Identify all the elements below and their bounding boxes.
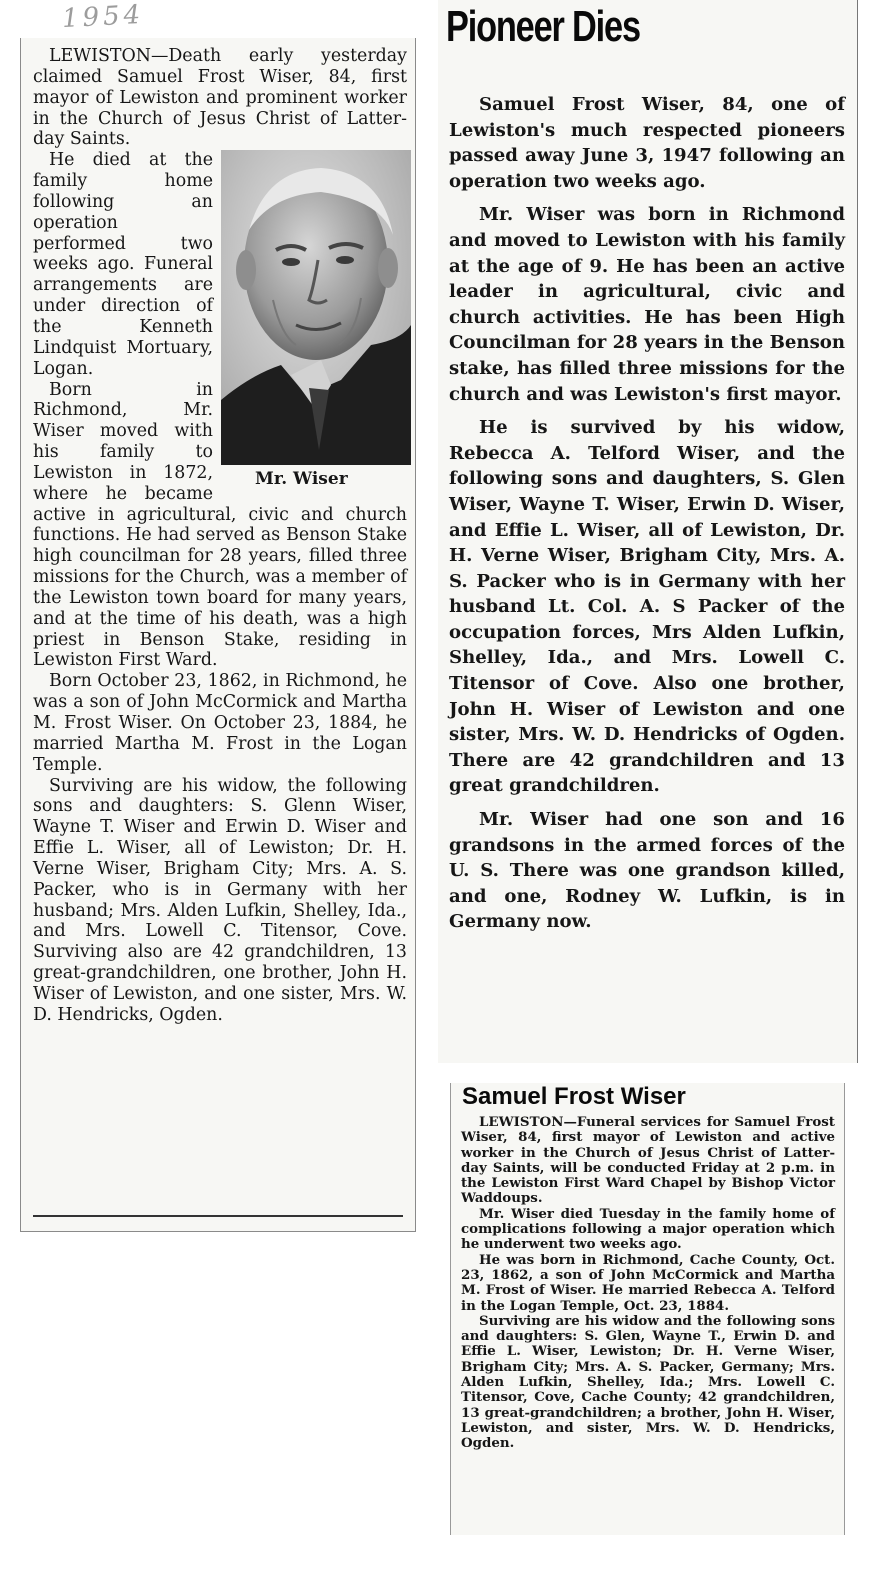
left-paragraph-3: Born in Richmond, Mr. Wiser moved with his family to Lewiston in 1872, where he became active in agricultural, civic and church functions. He had served as Benson Stake high councilman for 28 years, filled three missions for the Church, was a member of the Lewiston town board for many years, and at the time of his death, was a high priest in Benson Stake, residing in Lewiston First Ward. <box>33 379 407 671</box>
handwritten-year-note: 1954 <box>61 0 145 35</box>
portrait-photo <box>221 150 411 465</box>
photo-caption: Mr. Wiser <box>255 469 348 490</box>
bottom-paragraph-4: Surviving are his widow and the following sons and daughters: S. Glen, Wayne T., Erwin D. and Effie L. Wiser, Lewiston; Dr. H. Verne Wiser, Brigham City; Mrs. A. S. Packer, Germany; Mrs. Alden Lufkin, Shelley, Ida.; Mrs. Lowell C. Titensor, Cove, Cache County; 42 grandchildren, 13 great-grandchildren; a brother, John H. Wiser, Lewiston, and sister, Mrs. W. D. Hendricks, Ogden. <box>461 1312 835 1452</box>
left-obituary-clipping <box>20 38 416 1232</box>
right-paragraph-4: Mr. Wiser had one son and 16 grandsons in the armed forces of the U. S. There was one grandson killed, and one, Rodney W. Lufkin, is in Germany now. <box>449 809 845 933</box>
bottom-paragraph-2: Mr. Wiser died Tuesday in the family home of complications following a major operation which he underwent two weeks ago. <box>461 1205 835 1253</box>
right-paragraph-2: Mr. Wiser was born in Richmond and moved to Lewiston with his family at the age of 9. He has been an active leader in agricultural, civic and church activities. He has been High Councilman for 28 years in the Benson stake, has filled three missions for the church and was Lewiston's first mayor. <box>449 204 845 405</box>
right-paragraph-1: Samuel Frost Wiser, 84, one of Lewiston's much respected pioneers passed away June 3, 1947 following an operation two weeks ago. <box>449 94 845 192</box>
pioneer-dies-text <box>449 92 845 943</box>
bottom-paragraph-1: LEWISTON—Funeral services for Samuel Frost Wiser, 84, first mayor of Lewiston and active worker in the Church of Jesus Christ of Latter-day Saints, will be conducted Friday at 2 p.m. in the Lewiston First Ward Chapel by Bishop Victor Waddoups. <box>461 1114 835 1207</box>
left-obituary-text <box>33 46 407 1026</box>
portrait-image <box>221 150 411 465</box>
funeral-notice-clipping <box>450 1083 845 1535</box>
headline-samuel-frost-wiser: Samuel Frost Wiser <box>462 1083 686 1110</box>
bottom-paragraph-3: He was born in Richmond, Cache County, Oct. 23, 1862, a son of John McCormick and Martha M. Frost of Wiser. He married Rebecca A. Telford in the Logan Temple, Oct. 23, 1884. <box>461 1251 835 1314</box>
end-rule <box>33 1215 403 1217</box>
left-paragraph-4: Born October 23, 1862, in Richmond, he was a son of John McCormick and Martha M. Frost Wiser. On October 23, 1884, he married Martha M. Frost in the Logan Temple. <box>33 671 407 775</box>
funeral-notice-text <box>461 1115 835 1452</box>
headline-pioneer-dies: Pioneer Dies <box>446 2 640 51</box>
left-paragraph-5: Surviving are his widow, the following sons and daughters: S. Glenn Wiser, Wayne T. Wiser and Erwin D. Wiser and Effie L. Wiser, all of Lewiston; Dr. H. Verne Wiser, Brigham City; Mrs. A. S. Packer, who is in Germany with her husband; Mrs. Alden Lufkin, Shelley, Ida., and Mrs. Lowell C. Titensor, Cove. Surviving also are 42 grandchildren, 13 great-grandchildren, one brother, John H. Wiser of Lewiston, and one sister, Mrs. W. D. Hendricks, Ogden. <box>33 775 407 1025</box>
left-paragraph-2: He died at the family home following an operation performed two weeks ago. Funeral arrangements are under direction of the Kenneth Lindquist Mortuary, Logan. <box>33 150 213 379</box>
portrait-figure <box>221 150 411 490</box>
left-paragraph-1: LEWISTON—Death early yesterday claimed Samuel Frost Wiser, 84, first mayor of Lewiston and prominent worker in the Church of Jesus Christ of Latter-day Saints. <box>33 46 407 150</box>
right-paragraph-3: He is survived by his widow, Rebecca A. Telford Wiser, and the following sons and daughters, S. Glen Wiser, Wayne T. Wiser, Erwin D. Wiser, and Effie L. Wiser, all of Lewiston, Dr. H. Verne Wiser, Brigham City, Mrs. A. S. Packer who is in Germany with her husband Lt. Col. A. S Packer of the occupation forces, Mrs Alden Lufkin, Shelley, Ida., and Mrs. Lowell C. Titensor of Cove. Also one brother, John H. Wiser of Lewiston and one sister, Mrs. W. D. Hendricks of Ogden. There are 42 grandchildren and 13 great grandchildren. <box>449 417 845 797</box>
pioneer-dies-clipping <box>438 0 858 1063</box>
